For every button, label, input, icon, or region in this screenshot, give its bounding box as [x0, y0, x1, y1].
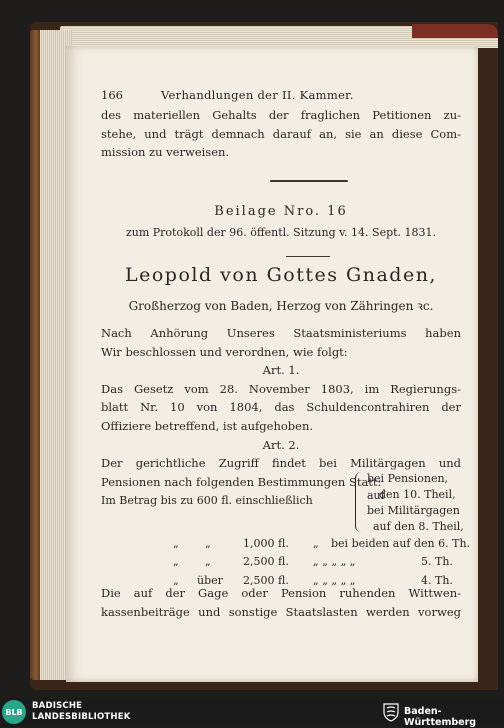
ditto-mark: „ „ „ „ „	[313, 555, 356, 569]
page-number: 166	[101, 88, 123, 102]
ditto-mark: „	[313, 537, 319, 550]
brace-line: bei Pensionen, auf	[367, 472, 449, 502]
intro-paragraph	[101, 106, 461, 162]
text-line: stehe, und trägt demnach darauf an, sie an diese Com-	[101, 126, 461, 141]
library-name-line: BADISCHE	[32, 701, 83, 711]
text-line: blatt Nr. 10 von 1804, das Schuldencontrahiren der	[101, 400, 461, 415]
amount-lead: Im Betrag bis zu 600 fl. einschließlich	[101, 494, 313, 507]
table-row	[101, 535, 471, 553]
decree-title: Leopold von Gottes Gnaden,	[125, 264, 437, 286]
amount-value: 1,000 fl.	[243, 537, 289, 550]
text-line: Wir beschlossen und verordnen, wie folgt:	[101, 344, 348, 359]
text-line: Nach Anhörung Unseres Staatsministeriums haben	[101, 326, 461, 340]
ditto-mark: „	[205, 537, 211, 550]
article-heading: Art. 2.	[262, 437, 300, 452]
text-line: Der gerichtliche Zugriff findet bei Militärgagen und	[101, 456, 461, 471]
state-coat-of-arms-icon[interactable]	[382, 702, 400, 722]
protokoll-subheading: zum Protokoll der 96. öffentl. Sitzung v. 14. Sept. 1831.	[125, 226, 437, 239]
amount-rule-block	[101, 472, 464, 534]
share-value: 4. Th.	[421, 573, 453, 587]
library-name[interactable]	[32, 701, 131, 723]
blb-logo-icon[interactable]: BLB	[2, 700, 26, 724]
amount-table	[101, 535, 471, 590]
state-name[interactable]: Baden-Württemberg	[404, 706, 477, 728]
text-line: des materiellen Gehalts der fraglichen Petitionen zu-	[101, 108, 461, 122]
table-row	[101, 553, 461, 571]
amount-value: 2,500 fl.	[243, 573, 289, 587]
article-heading: Art. 1.	[262, 363, 300, 378]
ditto-mark: „	[173, 537, 179, 550]
beilage-heading: Beilage Nro. 16	[214, 204, 348, 219]
text-line: mission zu verweisen.	[101, 145, 230, 160]
library-name-line: LANDESBIBLIOTHEK	[32, 712, 131, 722]
text-line: kassenbeiträge und sonstige Staatslasten werden vorweg	[101, 604, 461, 619]
qualifier: über	[197, 573, 223, 587]
brace-line: bei Militärgagen	[367, 504, 460, 517]
running-head-title: Verhandlungen der II. Kammer.	[161, 88, 354, 102]
decree-body	[101, 324, 461, 491]
decree-subtitle: Großherzog von Baden, Herzog von Zähringen ꝛc.	[128, 299, 434, 313]
bookmark-ribbon	[412, 24, 498, 38]
amount-value: 2,500 fl.	[243, 555, 289, 569]
ditto-mark: „	[173, 573, 179, 587]
ditto-mark: „ „ „ „ „	[313, 573, 356, 587]
section-divider	[270, 180, 348, 182]
text-line: Die auf der Gage oder Pension ruhenden Wittwen-	[101, 586, 461, 600]
closing-paragraph	[101, 584, 461, 621]
curly-brace	[355, 472, 364, 532]
brace-line: den 10. Theil,	[379, 488, 456, 501]
ditto-mark: „	[205, 555, 211, 569]
share-value: bei beiden auf den 6. Th.	[331, 537, 471, 550]
ditto-mark: „	[173, 555, 179, 569]
short-divider	[286, 256, 330, 257]
text-line: Das Gesetz vom 28. November 1803, im Regierungs-	[101, 381, 461, 396]
brace-line: auf den 8. Theil,	[373, 520, 464, 533]
running-header	[101, 86, 461, 105]
text-line: Pensionen nach folgenden Bestimmungen Statt:	[101, 474, 382, 489]
text-line: Offiziere betreffend, ist aufgehoben.	[101, 418, 314, 433]
share-value: 5. Th.	[421, 555, 453, 569]
